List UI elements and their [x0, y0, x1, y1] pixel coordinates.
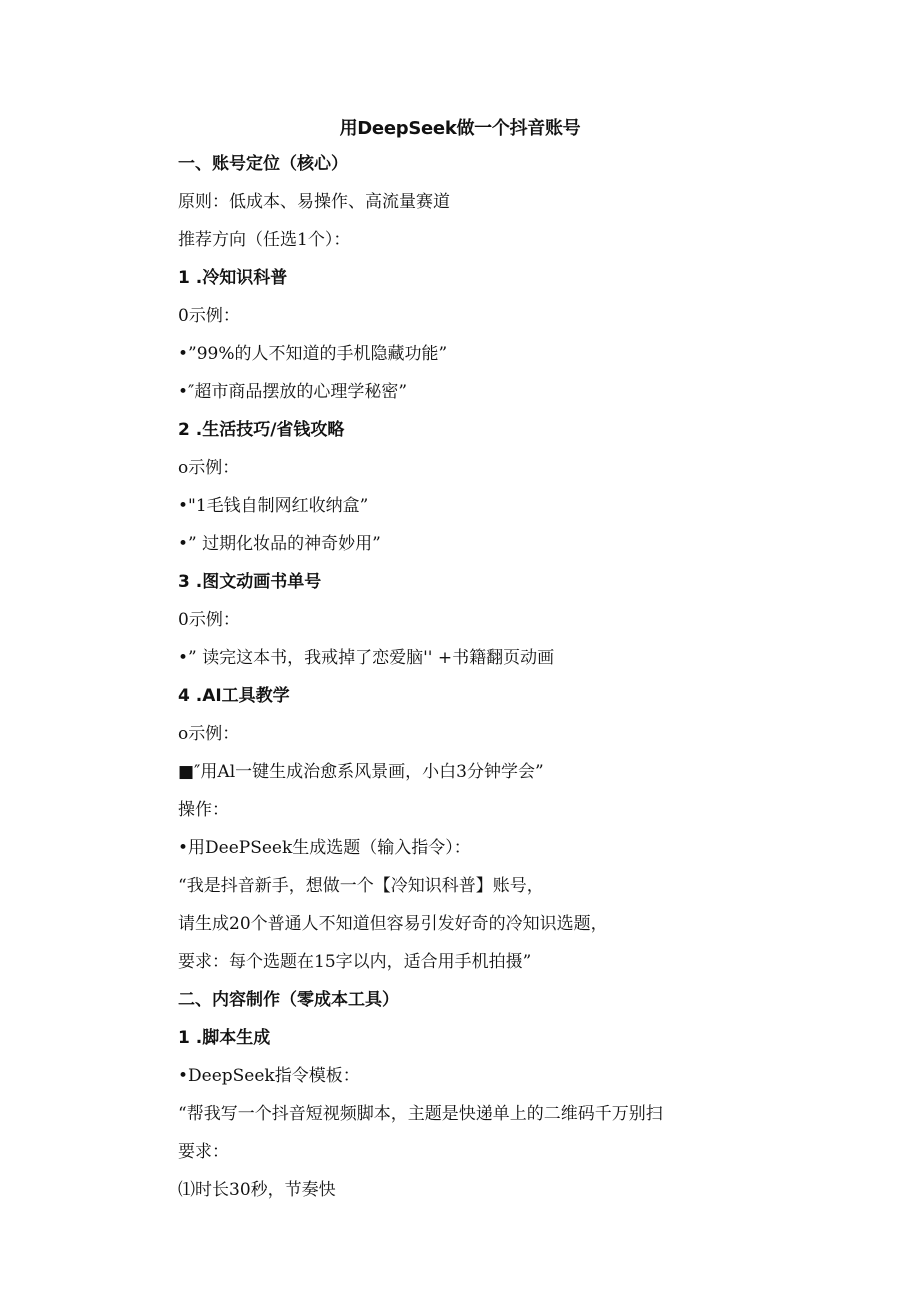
example-label: 0示例：	[178, 306, 240, 326]
example-item: •”99%的人不知道的手机隐藏功能”	[178, 344, 448, 364]
paragraph-generate-topics: •用DeePSeek生成选题（输入指令）：	[178, 838, 471, 858]
example-item: •” 过期化妆品的神奇妙用”	[178, 534, 381, 554]
paragraph-operation: 操作：	[178, 800, 229, 820]
list-heading-ai-tools: 4 .AI工具教学	[178, 686, 290, 706]
example-label: o示例：	[178, 724, 240, 744]
list-heading-life-tips: 2 .生活技巧/省钱攻略	[178, 420, 345, 440]
prompt-text: “帮我写一个抖音短视频脚本，主题是快递单上的二维码千万别扫	[178, 1104, 663, 1124]
prompt-text: 请生成20个普通人不知道但容易引发好奇的冷知识选题，	[178, 914, 608, 934]
section-heading-content-production: 二、内容制作（零成本工具）	[178, 990, 399, 1010]
example-label: o示例：	[178, 458, 240, 478]
prompt-text: “我是抖音新手，想做一个【冷知识科普】账号，	[178, 876, 544, 896]
paragraph-principle: 原则：低成本、易操作、高流量赛道	[178, 192, 450, 212]
paragraph-recommended-directions: 推荐方向（任选1个）：	[178, 230, 351, 250]
prompt-text: 要求：每个选题在15字以内，适合用手机拍摄”	[178, 952, 532, 972]
list-heading-trivia: 1 .冷知识科普	[178, 268, 288, 288]
paragraph-duration: ⑴时长30秒，节奏快	[178, 1180, 336, 1200]
example-item: •″超市商品摆放的心理学秘密”	[178, 382, 408, 402]
section-heading-account-positioning: 一、账号定位（核心）	[178, 154, 348, 174]
example-item: ■″用Al一键生成治愈系风景画，小白3分钟学会”	[178, 762, 544, 782]
example-item: •” 读完这本书，我戒掉了恋爱脑'' +书籍翻页动画	[178, 648, 555, 668]
paragraph-template: •DeepSeek指令模板：	[178, 1066, 360, 1086]
example-item: •"1毛钱自制网红收纳盒”	[178, 496, 369, 516]
list-heading-booklist: 3 .图文动画书单号	[178, 572, 322, 592]
example-label: 0示例：	[178, 610, 240, 630]
paragraph-requirements: 要求：	[178, 1142, 229, 1162]
list-heading-script-generation: 1 .脚本生成	[178, 1028, 271, 1048]
document-title: 用DeepSeek做一个抖音账号	[339, 118, 581, 139]
